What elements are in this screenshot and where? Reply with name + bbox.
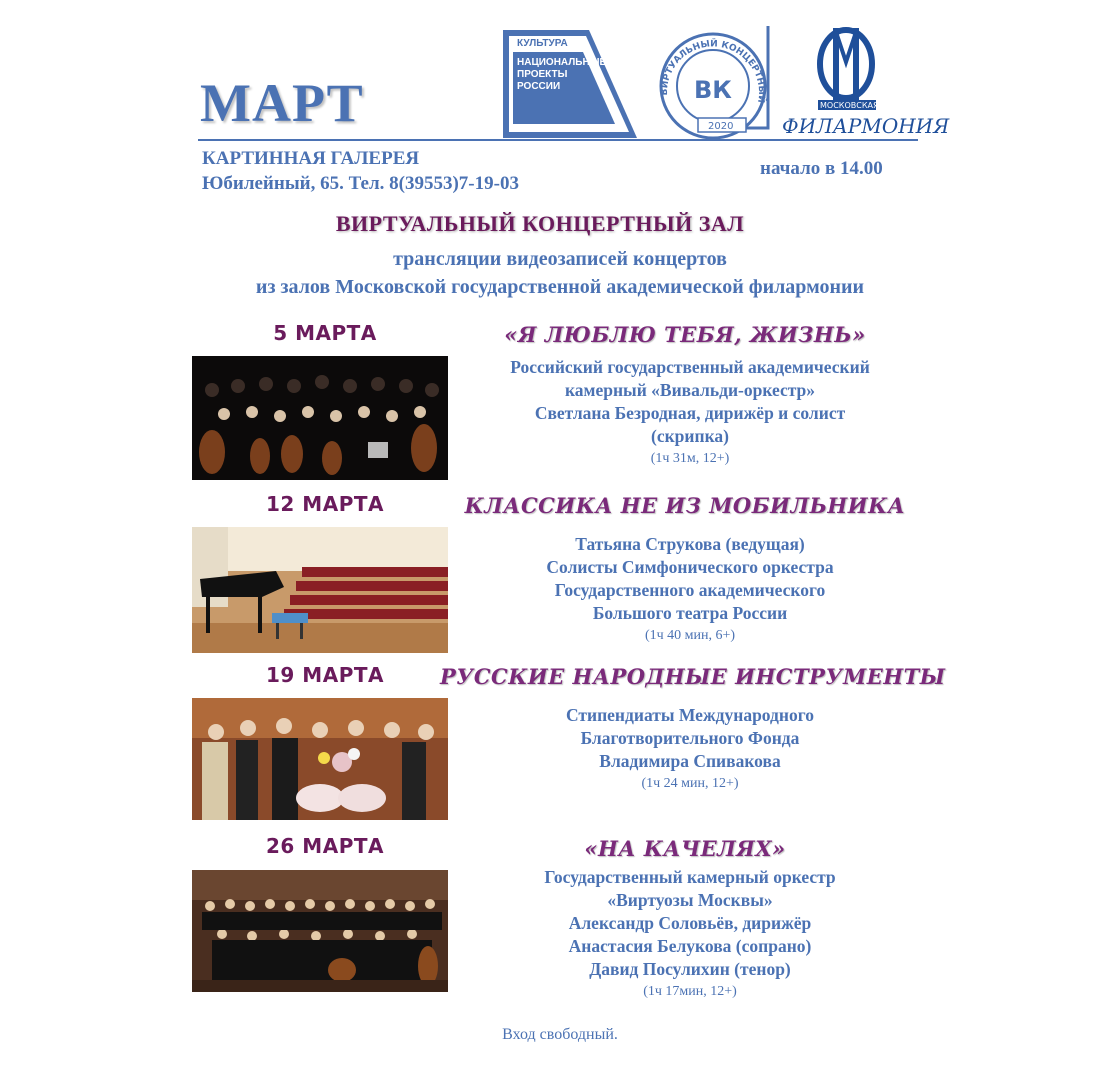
description-line: Светлана Безродная, дирижёр и солист	[534, 403, 846, 423]
description-line: Российский государственный академический	[510, 357, 870, 377]
description-line: камерный «Вивальди-оркестр»	[564, 380, 816, 400]
description-line: Александр Соловьёв, дирижёр	[568, 913, 812, 933]
page-title: ВИРТУАЛЬНЫЙ КОНЦЕРТНЫЙ ЗАЛ	[335, 211, 745, 236]
svg-text:ВК: ВК	[694, 76, 732, 104]
event-description	[470, 704, 910, 795]
svg-text:ФИЛАРМОНИЯ: ФИЛАРМОНИЯ	[782, 114, 950, 138]
month-title: МАРТ	[200, 73, 364, 133]
logo-line1: НАЦИОНАЛЬНЫЕ	[517, 57, 607, 68]
event-title: «НА КАЧЕЛЯХ»	[584, 836, 786, 861]
event-duration: (1ч 24 мин, 12+)	[641, 776, 739, 791]
event-date: 5 МАРТА	[273, 321, 377, 345]
event-date: 26 МАРТА	[266, 834, 384, 858]
event-duration: (1ч 31м, 12+)	[650, 451, 730, 466]
svg-text:ВИРТУАЛЬНЫЙ КОНЦЕРТНЫЙ ЗАЛ: ВИРТУАЛЬНЫЙ КОНЦЕРТНЫЙ	[659, 39, 767, 104]
description-line: «Виртуозы Москвы»	[607, 890, 773, 910]
svg-text:МОСКОВСКАЯ: МОСКОВСКАЯ	[820, 101, 879, 110]
orchestra-photo	[192, 356, 448, 480]
event-description	[470, 356, 910, 470]
young-performers-photo	[192, 698, 448, 820]
description-line: Солисты Симфонического оркестра	[546, 557, 834, 577]
logo-line2: ПРОЕКТЫ	[517, 69, 568, 80]
event-date: 19 МАРТА	[266, 663, 384, 687]
description-line: Татьяна Струкова (ведущая)	[575, 534, 805, 554]
description-line: Владимира Спивакова	[599, 751, 781, 771]
piano-hall-photo	[192, 527, 448, 653]
description-line: Стипендиаты Международного	[566, 705, 814, 725]
description-line: Благотворительного Фонда	[580, 728, 800, 748]
description-line: (скрипка)	[651, 426, 729, 446]
event-description	[470, 533, 910, 647]
chamber-orchestra-photo	[192, 870, 448, 992]
svg-text:2020: 2020	[708, 121, 734, 132]
virtual-hall-logo	[650, 22, 776, 140]
event-duration: (1ч 40 мин, 6+)	[644, 628, 736, 643]
description-line: Государственный камерный оркестр	[544, 867, 836, 887]
venue-address: Юбилейный, 65. Тел. 8(39553)7-19-03	[202, 173, 519, 194]
national-projects-logo	[503, 30, 637, 138]
event-date: 12 МАРТА	[266, 492, 384, 516]
venue-name: КАРТИННАЯ ГАЛЕРЕЯ	[202, 148, 420, 169]
event-description	[470, 866, 910, 1003]
event-title: «Я ЛЮБЛЮ ТЕБЯ, ЖИЗНЬ»	[504, 322, 866, 347]
subtitle-line-1: трансляции видеозаписей концертов	[393, 248, 727, 270]
event-title: РУССКИЕ НАРОДНЫЕ ИНСТРУМЕНТЫ	[440, 664, 946, 689]
description-line: Давид Посулихин (тенор)	[589, 959, 791, 979]
description-line: Государственного академического	[554, 580, 826, 600]
logo-line3: РОССИИ	[517, 81, 561, 92]
description-line: Анастасия Белукова (сопрано)	[568, 936, 812, 956]
event-title: КЛАССИКА НЕ ИЗ МОБИЛЬНИКА	[464, 493, 906, 518]
event-duration: (1ч 17мин, 12+)	[643, 984, 737, 999]
logo-culture-label: КУЛЬТУРА	[517, 38, 568, 49]
subtitle-line-2: из залов Московской государственной академической филармонии	[255, 276, 865, 298]
philharmonia-logo	[780, 22, 950, 140]
description-line: Большого театра России	[592, 603, 788, 623]
start-time: начало в 14.00	[760, 158, 883, 179]
free-entry-note: Вход свободный.	[502, 1026, 618, 1043]
